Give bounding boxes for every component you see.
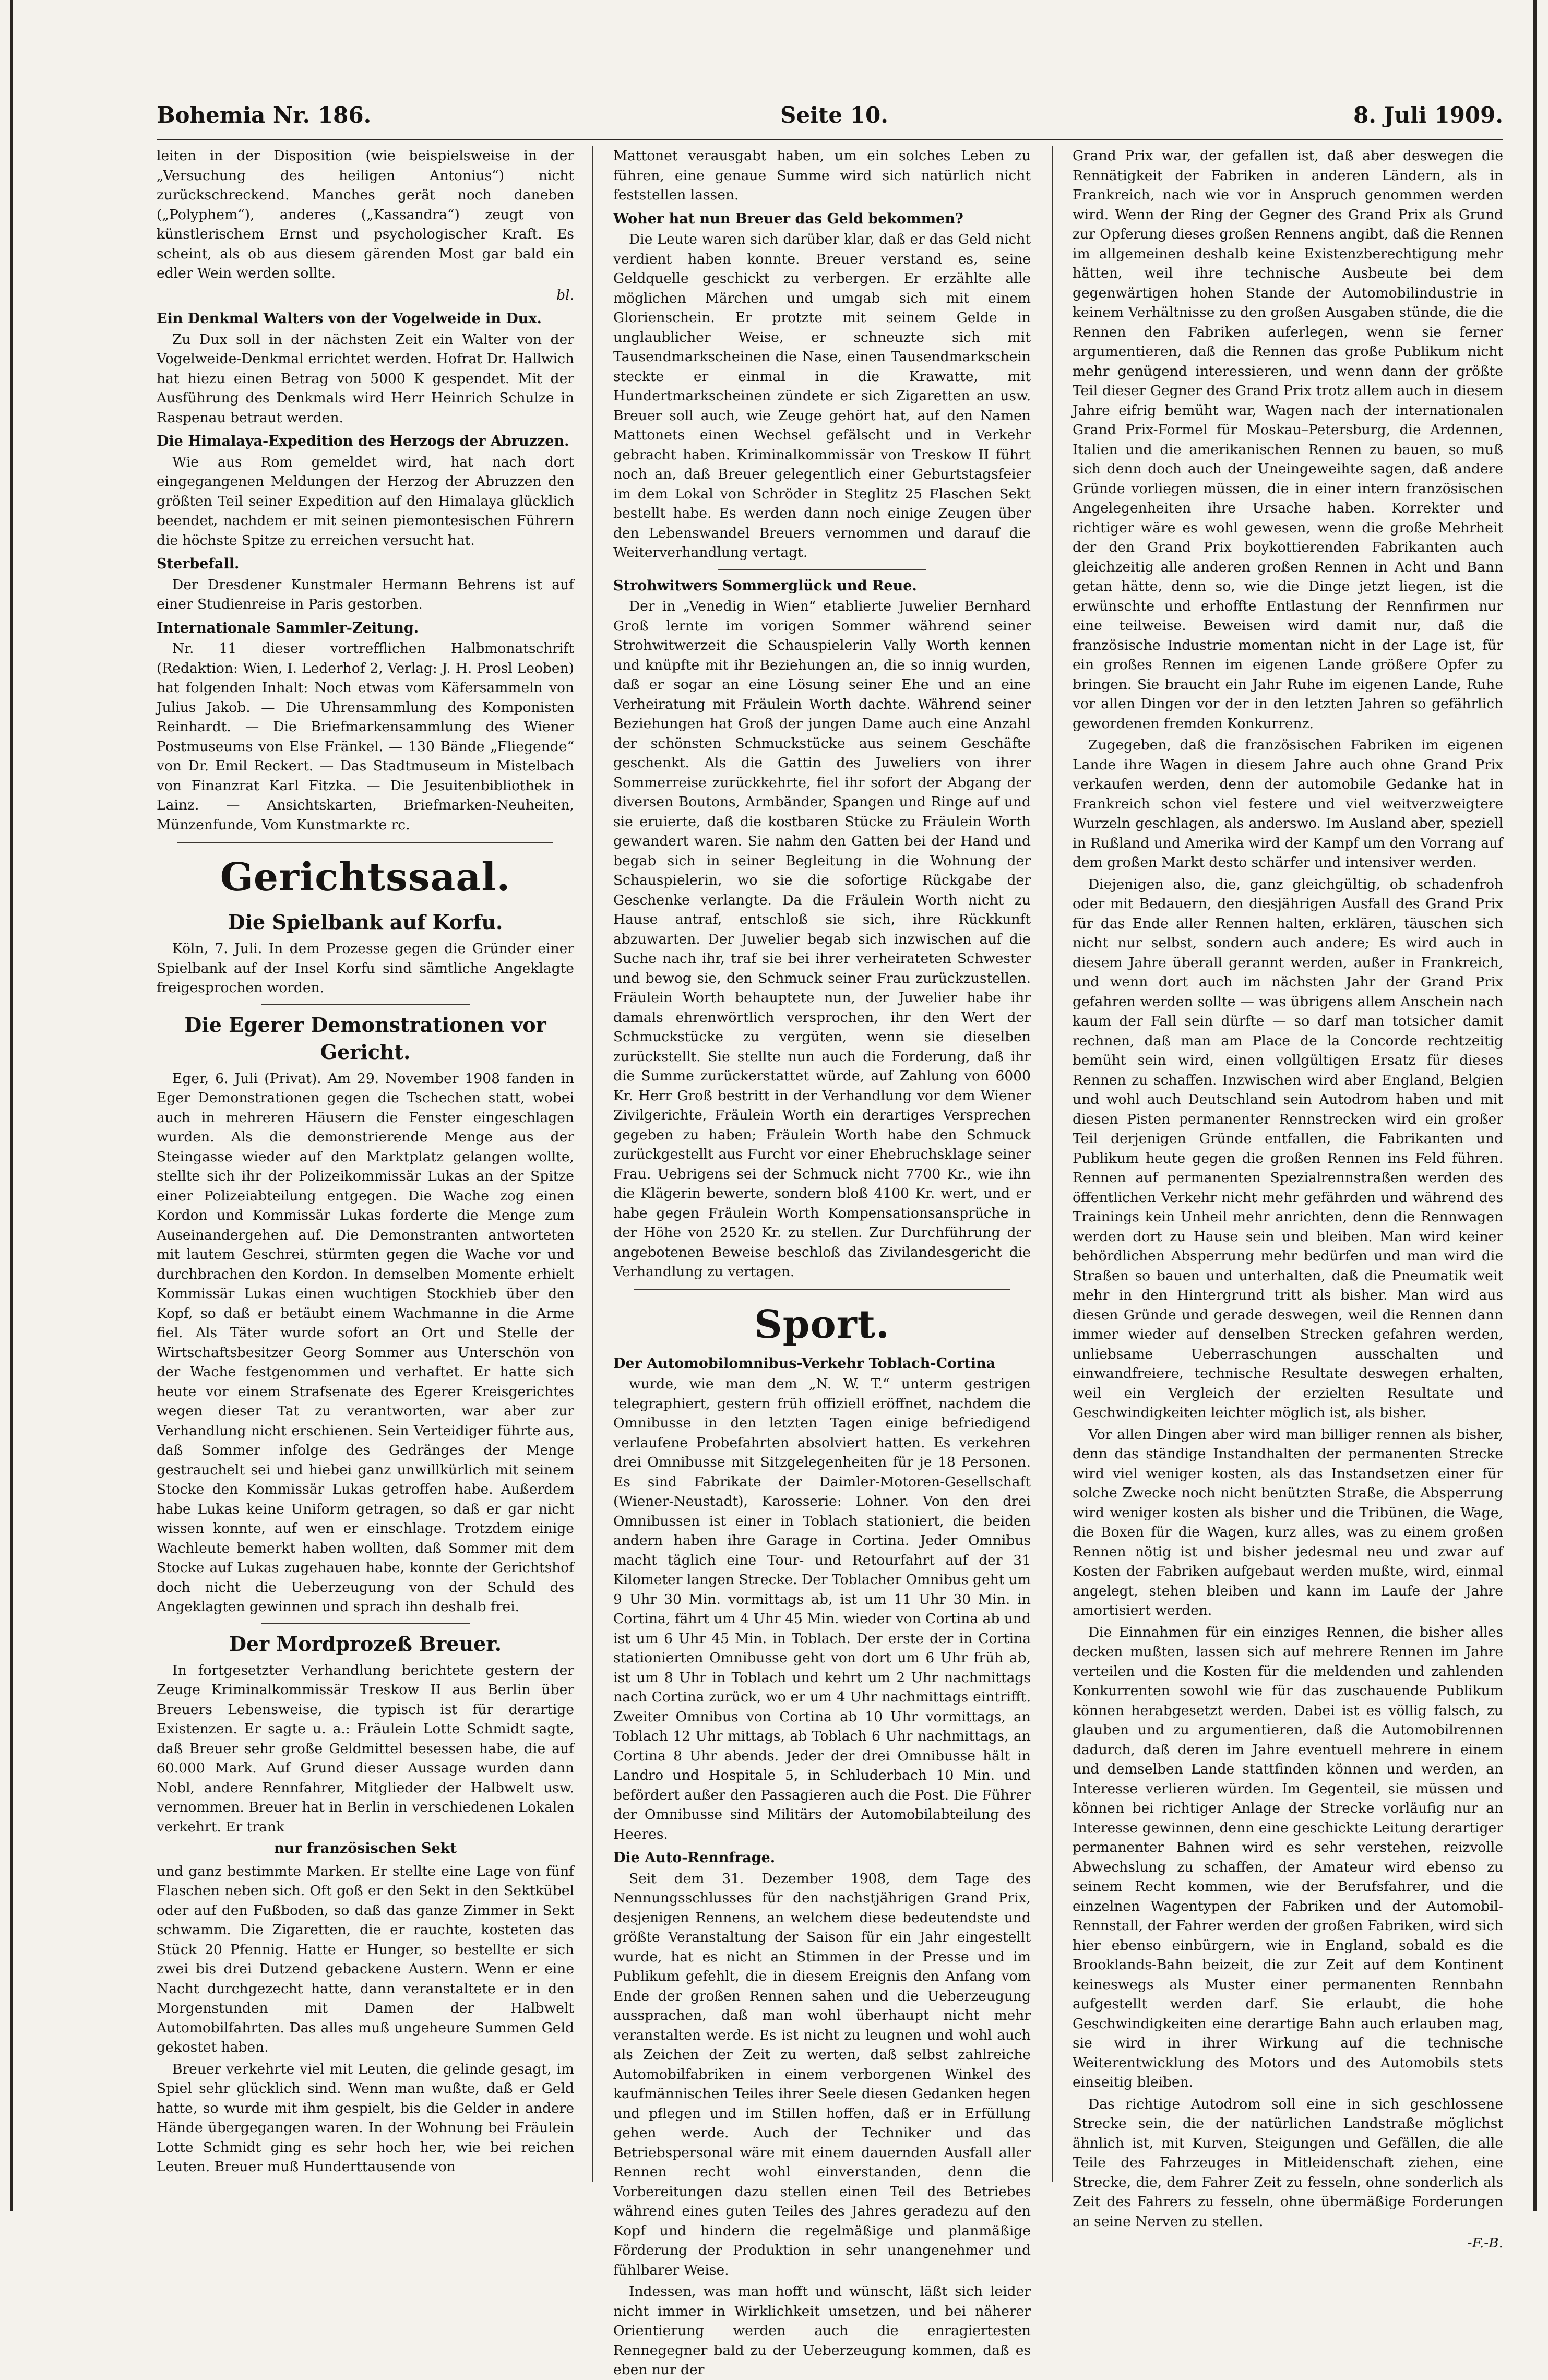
article-continuation: Grand Prix war, der gefallen ist, daß aber deswegen die Rennätigkeit der Fabriken in anderen Ländern, als in Frankreich, nach wie vor in Anspruch genommen werden wird. Wenn der Ring der Gegner des Grand Prix als Grund zur Opferung dieses großen Rennens angibt, daß die Rennen im allgemeinen deshalb keine Existenzberechtigung mehr hätten, weil ihre technische Ausbeute bei dem gegenwärtigen hohen Stande der Automobilindustrie in keinem Verhältnisse zu den großen Ausgaben stünde, die die Rennen den Fabriken auferlegen, wenn sie ferner argumentieren, daß die Rennen das große Publikum nicht mehr genügend interessieren, und wenn dann der größte Teil dieser Gegner des Grand Prix trotz allem auch in diesem Jahre eifrig bemüht war, Wagen nach der internationalen Grand Prix-Formel für Moskau–Petersburg, die Ardennen, Italien und die amerikanischen Rennen zu bauen, so muß sich denn doch auch der Uneingeweihte sagen, daß andere Gründe vorliegen müssen, die in einer intern französischen Angelegenheiten ihre Ursache haben. Korrekter und richtiger wäre es wohl gewesen, wenn die große Mehrheit der den Grand Prix boykottierenden Fabrikanten auch gleichzeitig alle anderen großen Rennen in Acht und Bann getan hätte, denn so, wie die Dinge jetzt liegen, ist die erwünschte und erhoffte Entlastung der Rennfirmen nur eine teilweise. Beweisen wird damit nur, daß die französische Industrie momentan nicht in der Lage ist, für ein großes Rennen im eigenen Lande größere Opfer zu bringen. Sie braucht ein Jahr Ruhe im eigenen Lande, Ruhe vor allen Dingen vor der in den letzten Jahren so gefährlich gewordenen fremden Konkurrenz. [1073, 148, 1503, 732]
article-body: Das richtige Autodrom soll eine in sich geschlossene Strecke sein, die der natürlichen Landstraße möglichst ähnlich ist, mit Kurven, Steigungen und Gefällen, die alle Teile des Fahrzeuges in Mitleidenschaft ziehen, eine Strecke, die, dem Fahrer Zeit zu fesseln, ohne sonderlich als Zeit des Fahrers zu fesseln, ohne übermäßige Forderungen an seine Nerven zu stellen. [1073, 2096, 1503, 2230]
article-continuation: leiten in der Disposition (wie beispielsweise in der „Versuchung des heiligen Antonius“) nicht zurückschreckend. Manches gerät noch daneben („Polyphem“), anderes („Kassandra“) zeugt von künstlerischem Ernst und psychologischer Kraft. Es scheint, als ob aus diesem gärenden Most gar bald ein edler Wein werden sollte. [157, 148, 574, 281]
article-body: Köln, 7. Juli. In dem Prozesse gegen die Gründer einer Spielbank auf der Insel Korfu sind sämtliche Angeklagte freigesprochen worden. [157, 941, 574, 996]
article-headline: Die Spielbank auf Korfu. [228, 910, 503, 934]
article-body: Vor allen Dingen aber wird man billiger rennen als bisher, denn das ständige Instandhalten der permanenten Strecke wird viel weniger kosten, als das Instandsetzen einer für solche Zwecke noch nicht benützten Straße, die Absperrung wird weniger kosten als bisher und die Tribünen, die Wage, die Boxen für die Wagen, kurz alles, was zu einem großen Rennen nötig ist und bisher jedesmal neu und zwar auf Kosten der Fabriken aufgebaut werden mußte, wird, einmal angelegt, stehen bleiben und kann im Laufe der Jahre amortisiert werden. [1073, 1426, 1503, 1619]
article-heading: Strohwitwers Sommerglück und Reue. [613, 577, 917, 594]
article-body: Die Leute waren sich darüber klar, daß er das Geld nicht verdient haben konnte. Breuer verstand es, seine Geldquelle geschickt zu verbergen. Er erzählte alle möglichen Märchen und umgab sich mit einem Glorienschein. Er protzte mit seinem Gelde in unglaublicher Weise, er schneuzte sich mit Tausendmarkscheinen die Nase, einen Tausendmarkschein steckte er einmal in die Krawatte, mit Hundertmarkscheinen zündete er sich Zigaretten an usw. Breuer soll auch, wie Zeuge gehört hat, auf den Namen Mattonets einen Wechsel gefälscht und in Verkehr gebracht haben. Kriminalkommissär von Treskow II führt noch an, daß Breuer gelegentlich einer Geburtstagsfeier im dem Lokal von Schröder in Steglitz 25 Flaschen Sekt bestellt habe. Es werden dann noch einige Zeugen über den Lebenswandel Breuers vernommen und darauf die Weiterverhandlung vertagt. [613, 231, 1031, 561]
article-heading: Sterbefall. [157, 556, 240, 572]
article-body: wurde, wie man dem „N. W. T.“ unterm gestrigen telegraphiert, gestern früh offiziell eröffnet, nachdem die Omnibusse in den letzten Tagen einige befriedigend verlaufene Probefahrten absolviert hatten. Es verkehren drei Omnibusse mit Sitzgelegenheiten für je 18 Personen. Es sind Fabrikate der Daimler-Motoren-Gesellschaft (Wiener-Neustadt), Karosserie: Lohner. Von den drei Omnibussen ist einer in Toblach stationiert, die beiden andern haben ihre Garage in Cortina. Jeder Omnibus macht täglich eine Tour- und Retourfahrt auf der 31 Kilometer langen Strecke. Der Toblacher Omnibus geht um 9 Uhr 30 Min. vormittags ab, ist um 11 Uhr 30 Min. in Cortina, fährt um 4 Uhr 45 Min. wieder von Cortina ab und ist um 6 Uhr 45 Min. in Toblach. Der erste der in Cortina stationierten Omnibusse geht von dort um 6 Uhr früh ab, ist um 8 Uhr in Toblach und kehrt um 2 Uhr nachmittags nach Cortina zurück, wo er um 4 Uhr nachmittags eintrifft. Zweiter Omnibus von Cortina ab 10 Uhr vormittags, an Toblach 12 Uhr mittags, ab Toblach 6 Uhr nachmittags, an Cortina 8 Uhr abends. Jeder der drei Omnibusse hält in Landro und Hospitale 5, in Schluderbach 10 Min. und befördert außer den Passagieren auch die Post. Die Führer der Omnibusse sind Militärs der Automobilabteilung des Heeres. [613, 1376, 1031, 1842]
article-body: Die Einnahmen für ein einziges Rennen, die bisher alles decken mußten, lassen sich auf mehrere Rennen im Jahre verteilen und die Kosten für die meldenden und zahlenden Konkurrenten sowohl wie für das zuschauende Publikum können herabgesetzt werden. Dabei ist es völlig falsch, zu glauben und zu argumentieren, daß die Automobilrennen dadurch, daß deren im Jahre eventuell mehrere in einem und demselben Lande stattfinden können und werden, an Interesse verlieren würden. Im Gegenteil, sie müssen und können bei richtiger Anlage der Strecke vorläufig nur an Interesse gewinnen, denn eine geschickte Leitung derartiger permanenter Bahnen wird es sehr verstehen, reizvolle Abwechslung zu schaffen, der Amateur wird ebenso zu seinem Recht kommen, wie der Berufsfahrer, und die einzelnen Wagentypen der Fabriken und der Automobil-Rennstall, der Fahrer werden der großen Fabriken, wird sich hier ebenso einbürgern, wie in England, sobald es die Brooklands-Bahn beizeit, die zur Zeit auf dem Kontinent keineswegs als Muster einer permanenten Rennbahn aufgestellt werden darf. Sie erlaubt, die hohe Geschwindigkeiten eine derartige Bahn auch erlauben mag, sie wird in ihrer Wirkung auf die technische Weiterentwicklung des Motors und des Automobils stets einseitig bleiben. [1073, 1624, 1503, 2090]
article-body: In fortgesetzter Verhandlung berichtete gestern der Zeuge Kriminalkommissär Treskow II aus Berlin über Breuers Lebensweise, die typisch ist für derartige Existenzen. Er sagte u. a.: Fräulein Lotte Schmidt sagte, daß Breuer sehr große Geldmittel besessen habe, die auf 60.000 Mark. Auf Grund dieser Aussage wurden dann Nobl, andere Rennfahrer, Mitglieder der Halbwelt usw. vernommen. Breuer hat in Berlin in verschiedenen Lokalen verkehrt. Er trank [157, 1662, 574, 1835]
article-body: Breuer verkehrte viel mit Leuten, die gelinde gesagt, im Spiel sehr glücklich sind. Wenn man wußte, daß er Geld hatte, so wurde mit ihm gespielt, bis die Gelder in andere Hände übergegangen waren. In der Wohnung bei Fräulein Lotte Schmidt ging es sehr hoch her, wie bei reichen Leuten. Breuer muß Hunderttausende von [157, 2061, 574, 2175]
header-publication: Bohemia Nr. 186. [157, 102, 372, 128]
column-divider-2 [1052, 146, 1053, 2182]
article-heading: Der Automobilomnibus-Verkehr Toblach-Cortina [613, 1355, 996, 1372]
article-body: Der Dresdener Kunstmaler Hermann Behrens ist auf einer Studienreise in Paris gestorben. [157, 576, 574, 612]
article-signature: -F.-B. [1467, 2235, 1503, 2251]
section-rule [177, 842, 553, 843]
article-body: Zu Dux soll in der nächsten Zeit ein Walter von der Vogelweide-Denkmal errichtet werden. Hofrat Dr. Hallwich hat hiezu einen Betrag von 5000 K gespendet. Mit der Ausführung des Denkmals wird Herr Heinrich Schulze in Raspenau betraut werden. [157, 331, 574, 426]
article-body: Zugegeben, daß die französischen Fabriken im eigenen Lande ihre Wagen in diesem Jahre auch ohne Grand Prix verkaufen werden, denn der automobile Gedanke hat in Frankreich schon viel festere und viel weitverzweigtere Wurzeln geschlagen, als anderswo. Im Ausland aber, speziell in Rußland und Amerika wird der Kampf um den Vorrang auf dem großen Markt desto schärfer und intensiver werden. [1073, 737, 1503, 871]
article-headline: Die Egerer Demonstrationen vor Gericht. [184, 1013, 546, 1064]
article-continuation: Mattonet verausgabt haben, um ein solches Leben zu führen, eine genaue Summe wird sich natürlich nicht feststellen lassen. [613, 148, 1031, 203]
section-rule [634, 1289, 1010, 1290]
article-body: Wie aus Rom gemeldet wird, hat nach dort eingegangenen Meldungen der Herzog der Abruzzen den größten Teil seiner Expedition auf den Himalaya glücklich beendet, nachdem er mit seinen piemontesischen Führern die höchste Spitze zu erreichen versucht hat. [157, 454, 574, 549]
article-heading: Internationale Sammler-Zeitung. [157, 620, 419, 636]
right-border-line [1533, 0, 1537, 2211]
article-rule [261, 1004, 470, 1005]
article-body: Nr. 11 dieser vortrefflichen Halbmonatschrift (Redaktion: Wien, I. Lederhof 2, Verlag: J. H. Prosl Leoben) hat folgenden Inhalt: Noch etwas vom Käfersammeln von Julius Jakob. — Die Uhrensammlung des Komponisten Reinhardt. — Die Briefmarkensammlung des Wiener Postmuseums von Else Fränkel. — 130 Bände „Fliegende“ von Dr. Emil Reckert. — Das Stadtmuseum in Mistelbach von Finanzrat Karl Fitzka. — Die Jesuitenbibliothek in Lainz. — Ansichtskarten, Briefmarken-Neuheiten, Münzenfunde, Vom Kunstmarkte rc. [157, 640, 574, 833]
article-heading: Ein Denkmal Walters von der Vogelweide in Dux. [157, 311, 542, 327]
column-3 [1073, 146, 1503, 2251]
article-body: Seit dem 31. Dezember 1908, dem Tage des Nennungsschlusses für den nachstjährigen Grand Prix, desjenigen Rennens, an welchem diese bedeutendste und größte Veranstaltung der Saison für ein Jahr eingestellt wurde, hat es nicht an Stimmen in der Presse und im Publikum gefehlt, die in diesem Ereignis den Anfang vom Ende der großen Rennen sahen und die Ueberzeugung aussprachen, daß man wohl überhaupt nicht mehr veranstalten werde. Es ist nicht zu leugnen und wohl auch als Zeichen der Zeit zu werten, daß selbst zahlreiche Automobilfabriken in einem verborgenen Winkel des kaufmännischen Teiles ihrer Seele diesen Gedanken hegen und pflegen und im Stillen hoffen, daß er in Erfüllung gehen werde. Auch der Techniker und das Betriebspersonal wäre mit einem dauernden Ausfall aller Rennen recht wohl einverstanden, denn die Vorbereitungen dazu stellen einen Teil des Betriebes während eines guten Teiles des Jahres geradezu auf den Kopf und hindern die regelmäßige und planmäßige Förderung der Produktion in sehr unangenehmer und fühlbarer Weise. [613, 1870, 1031, 2278]
article-body: Der in „Venedig in Wien“ etablierte Juwelier Bernhard Groß lernte im vorigen Sommer während seiner Strohwitwerzeit die Schauspielerin Vally Worth kennen und knüpfte mit ihr Beziehungen an, die so innig wurden, daß er sogar an eine Lösung seiner Ehe und an eine Verheiratung mit Fräulein Worth dachte. Während seiner Beziehungen hat Groß der jungen Dame auch eine Anzahl der schönsten Schmuckstücke aus seinem Geschäfte geschenkt. Als die Gattin des Juweliers von ihrer Sommerreise zurückkehrte, fiel ihr sofort der Abgang der diversen Boutons, Armbänder, Spangen und Ringe auf und sie eruierte, daß die kostbaren Stücke zu Fräulein Worth gewandert waren. Sie nahm den Gatten bei der Hand und begab sich in seiner Begleitung in die Wohnung der Schauspielerin, wo sie die sofortige Rückgabe der Geschenke verlangte. Da die Fräulein Worth nicht zu Hause antraf, entschloß sie sich, ihre Rückkunft abzuwarten. Der Juwelier begab sich inzwischen auf die Suche nach ihr, traf sie bei ihrer verheirateten Schwester und bewog sie, den Schmuck seiner Frau zurückzustellen. Fräulein Worth behauptete nun, der Juwelier habe ihr damals ehrenwörtlich versprochen, ihr den Wert der Schmuckstücke zu vergüten, wenn sie dieselben zurückstellt. Sie stellte nun auch die Forderung, daß ihr die Summe zurückerstattet würde, auf Zahlung von 6000 Kr. Herr Groß bestritt in der Verhandlung vor dem Wiener Zivilgerichte, Fräulein Worth ein derartiges Versprechen gegeben zu haben; Fräulein Worth habe den Schmuck zurückgestellt aus Furcht vor einer Ehebruchsklage seiner Frau. Uebrigens sei der Schmuck nicht 7700 Kr., wie ihn die Klägerin bewerte, sondern bloß 4100 Kr. wert, und er habe gegen Fräulein Worth Kompensationsansprüche in der Höhe von 2520 Kr. zu stellen. Zur Durchführung der angebotenen Beweise beschloß das Zivilandesgericht die Verhandlung zu vertagen. [613, 598, 1031, 1280]
article-rule [261, 1623, 470, 1624]
column-divider-1 [592, 146, 593, 2182]
article-heading: Die Auto-Rennfrage. [613, 1850, 776, 1866]
header-rule [157, 139, 1503, 140]
article-body: und ganz bestimmte Marken. Er stellte eine Lage von fünf Flaschen neben sich. Oft goß er den Sekt in den Sektkübel oder auf den Fußboden, so daß das ganze Zimmer in Sekt schwamm. Die Zigaretten, die er rauchte, kosteten das Stück 20 Pfennig. Hatte er Hunger, so bestellte er sich zwei bis drei Dutzend gebackene Austern. Wenn er eine Nacht durchgezecht hatte, dann veranstaltete er in den Morgenstunden mit Damen der Halbwelt Automobilfahrten. Das alles muß ungeheure Summen Geld gekostet haben. [157, 1863, 574, 2055]
article-headline: Der Mordprozeß Breuer. [229, 1632, 502, 1656]
article-heading: Woher hat nun Breuer das Geld bekommen? [613, 210, 963, 227]
left-border-line [10, 0, 13, 2211]
article-rule [718, 569, 926, 570]
header-page-number: Seite 10. [780, 102, 888, 128]
article-body: Eger, 6. Juli (Privat). Am 29. November 1908 fanden in Eger Demonstrationen gegen die Tschechen statt, wobei auch in mehreren Häusern die Fenster eingeschlagen wurden. Als die demonstrierende Menge aus der Steingasse wieder auf den Marktplatz gelangen wollte, stellte sich ihr der Polizeikommissär Lukas an der Spitze einer Polizeiabteilung entgegen. Die Wache zog einen Kordon und Kommissär Lukas forderte die Menge zum Auseinandergehen auf. Die Demonstranten antworteten mit lautem Geschrei, stürmten gegen die Wache vor und durchbrachen den Kordon. In demselben Momente erhielt Kommissär Lukas einen wuchtigen Stockhieb über den Kopf, so daß er betäubt einem Wachmanne in die Arme fiel. Als Täter wurde sofort an Ort und Stelle der Wirtschaftsbesitzer Georg Sommer aus Unterschön von der Wache festgenommen und verhaftet. Er hatte sich heute vor einem Strafsenate des Egerer Kreisgerichtes wegen dieser Tat zu verantworten, war aber zur Verhandlung nicht erschienen. Sein Verteidiger führte aus, daß Sommer infolge des Gedränges der Menge gestrauchelt sei und hiebei ganz unwillkürlich mit seinem Stocke den Kommissär Lukas getroffen habe. Außerdem habe Lukas keine Uniform getragen, so daß er gar nicht wissen konnte, auf wen er einschlage. Trotzdem einige Wachleute bemerkt haben wollten, daß Sommer mit dem Stocke auf Lukas zugehauen habe, konnte der Gerichtshof doch nicht die Ueberzeugung von der Schuld des Angeklagten gewinnen und sprach ihn deshalb frei. [157, 1070, 574, 1615]
article-body: Indessen, was man hofft und wünscht, läßt sich leider nicht immer in Wirklichkeit umsetzen, und bei näherer Orientierung werden auch die enragiertesten Rennegegner bald zu der Ueberzeugung kommen, daß es eben nur der [613, 2283, 1031, 2378]
article-subheading: nur französischen Sekt [274, 1840, 457, 1857]
section-title-gerichtssaal: Gerichtssaal. [220, 855, 511, 900]
article-heading: Die Himalaya-Expedition des Herzogs der Abruzzen. [157, 433, 569, 449]
article-body: Diejenigen also, die, ganz gleichgültig, ob schadenfroh oder mit Bedauern, den diesjährigen Ausfall des Grand Prix für das Ende aller Rennen halten, erklären, täuschen sich nicht nur selbst, sondern auch andere; Es wird auch in diesem Jahre überall gerannt werden, außer in Frankreich, und wenn dort auch im nächsten Jahr der Grand Prix gefahren werden sollte — was übrigens allem Anschein nach kaum der Fall sein dürfte — so darf man totsicher damit rechnen, daß man am Place de la Concorde rechtzeitig bemüht sein wird, einen vollgültigen Ersatz für dieses Rennen zu schaffen. Inzwischen wird aber England, Belgien und wohl auch Deutschland sein Autodrom haben und mit diesen Pisten permanenter Rennstrecken wird ein großer Teil derjenigen Gründe entfallen, die Fabrikanten und Publikum heute gegen die großen Rennen ins Feld führen. Rennen auf permanenten Spezialrennstraßen werden des öffentlichen Verkehr nicht mehr gefährden und während des Trainings kein Unheil mehr anrichten, denn die Rennwagen werden dort zu Hause sein und bleiben. Man wird keiner behördlichen Absperrung mehr bedürfen und man wird die Straßen so bauen und unterhalten, daß die Pneumatik weit mehr in den Hintergrund tritt als bisher. Man wird aus diesen Gründe und gerade deswegen, weil die Rennen dann immer wieder auf denselben Strecken gefahren werden, unliebsame Ueberraschungen ausschalten und einwandfreiere, technische Resultate deswegen erhalten, weil ein Vergleich der erzielten Resultate und Geschwindigkeiten leichter möglich ist, als bisher. [1073, 876, 1503, 1421]
article-signature: bl. [556, 287, 574, 303]
newspaper-page [157, 89, 1503, 2378]
page-header [157, 102, 1503, 144]
header-date: 8. Juli 1909. [1353, 102, 1503, 128]
column-1 [157, 146, 574, 2182]
column-2 [613, 146, 1031, 2378]
section-title-sport: Sport. [754, 1302, 890, 1347]
